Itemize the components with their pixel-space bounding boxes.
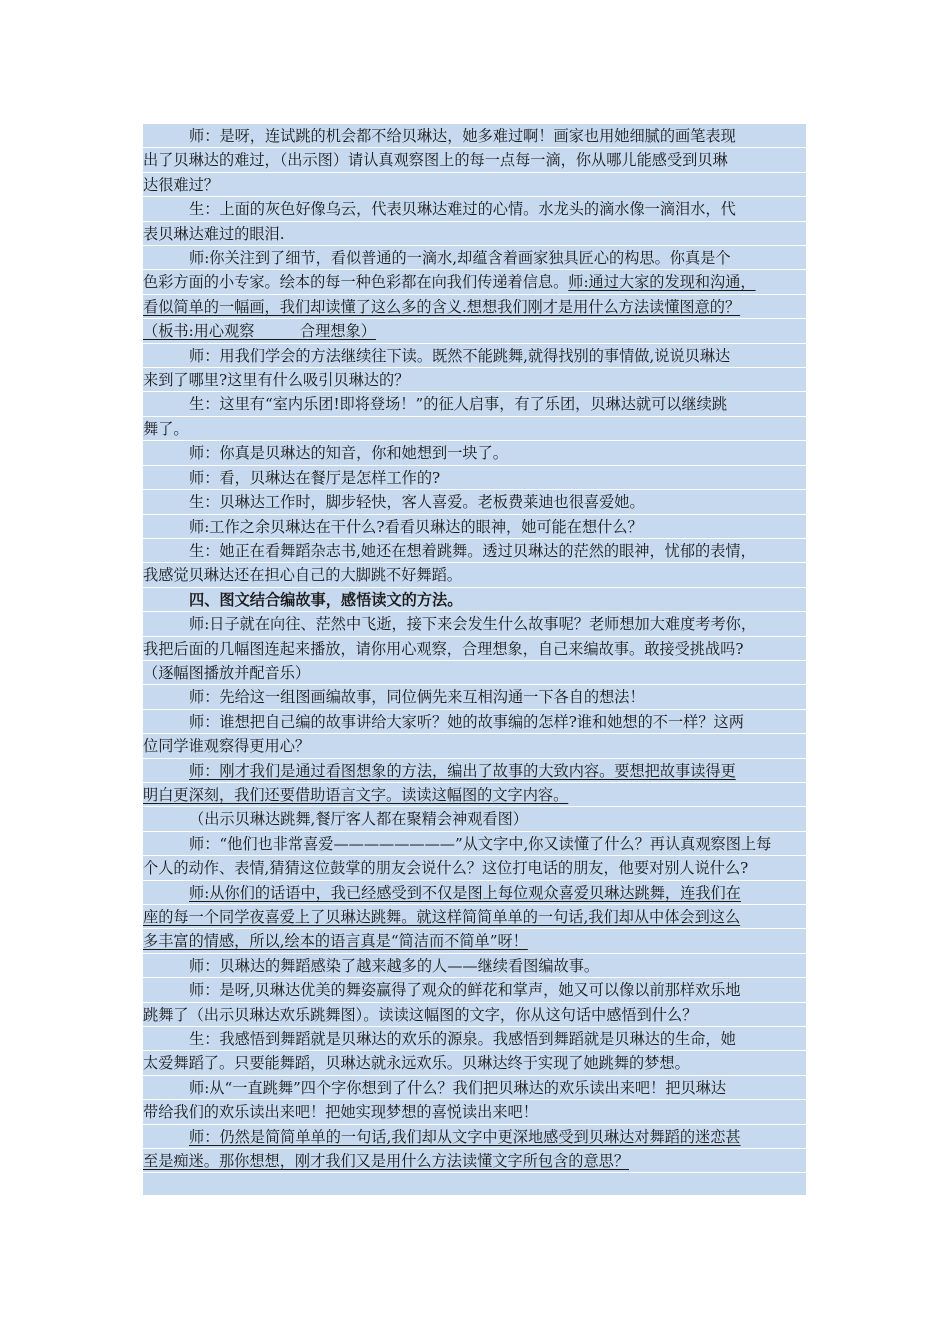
text-line xyxy=(143,1076,806,1100)
line-text: 我感觉贝琳达还在担心自己的大脚跳不好舞蹈。 xyxy=(143,566,462,585)
underlined-text: 师:通过大家的发现和沟通， xyxy=(568,273,756,292)
line-text: 生：她正在看舞蹈杂志书,她还在想着跳舞。透过贝琳达的茫然的眼神，忧郁的表情， xyxy=(189,541,756,560)
text-line xyxy=(143,1125,806,1149)
text-line xyxy=(143,466,806,490)
line-text: 师:日子就在向往、茫然中飞逝，接下来会发生什么故事呢？老师想加大难度考考你， xyxy=(189,615,757,634)
line-text: 生：这里有“室内乐团!即将登场！”的征人启事，有了乐团，贝琳达就可以继续跳 xyxy=(189,395,728,414)
line-text: 师：看，贝琳达在餐厅是怎样工作的? xyxy=(189,468,441,487)
line-text: （逐幅图播放并配音乐） xyxy=(143,663,311,682)
text-line xyxy=(143,319,806,343)
text-line xyxy=(143,685,806,709)
text-line xyxy=(143,588,806,612)
text-line xyxy=(143,954,806,978)
text-line xyxy=(143,929,806,953)
text-line xyxy=(143,539,806,563)
text-line xyxy=(143,270,806,294)
text-line xyxy=(143,392,806,416)
line-text: 师：“他们也非常喜爱————————”从文字中,你又读懂了什么？再认真观察图上每 xyxy=(189,834,772,853)
text-line xyxy=(143,368,806,392)
line-text: 师：你真是贝琳达的知音，你和她想到一块了。 xyxy=(189,444,508,463)
text-line xyxy=(143,563,806,587)
line-text: 师:你关注到了细节，看似普通的一滴水,却蕴含着画家独具匠心的构思。你真是个 xyxy=(189,249,731,268)
text-line xyxy=(143,295,806,319)
text-line xyxy=(143,124,806,148)
text-line xyxy=(143,344,806,368)
text-line xyxy=(143,612,806,636)
underlined-text: 至是痴迷。那你想想，刚才我们又是用什么方法读懂文字所包含的意思？ xyxy=(143,1152,629,1171)
line-text: 师：谁想把自己编的故事讲给大家听？她的故事编的怎样?谁和她想的不一样？这两 xyxy=(189,712,744,731)
line-text: 我把后面的几幅图连起来播放，请你用心观察，合理想象，自己来编故事。敢接受挑战吗? xyxy=(143,639,744,658)
underlined-text: 明白更深刻，我们还要借助语言文字。读读这幅图的文字内容。 xyxy=(143,785,569,804)
line-text: 来到了哪里?这里有什么吸引贝琳达的？ xyxy=(143,371,410,390)
text-line xyxy=(143,1100,806,1124)
text-line xyxy=(143,734,806,758)
line-text: 出了贝琳达的难过，（出示图）请认真观察图上的每一点每一滴，你从哪儿能感受到贝琳 xyxy=(143,151,728,170)
text-line xyxy=(143,490,806,514)
text-line xyxy=(143,1027,806,1051)
line-text: 带给我们的欢乐读出来吧！把她实现梦想的喜悦读出来吧！ xyxy=(143,1103,538,1122)
line-text: 表贝琳达难过的眼泪. xyxy=(143,224,285,243)
text-line xyxy=(143,637,806,661)
text-line xyxy=(143,173,806,197)
line-text: 师:从“一直跳舞”四个字你想到了什么？我们把贝琳达的欢乐读出来吧！把贝琳达 xyxy=(189,1078,727,1097)
text-line xyxy=(143,710,806,734)
text-line xyxy=(143,197,806,221)
text-line xyxy=(143,441,806,465)
line-text: 达很难过？ xyxy=(143,175,219,194)
text-line xyxy=(143,1003,806,1027)
line-text: 生：贝琳达工作时，脚步轻快，客人喜爱。老板费莱迪也很喜爱她。 xyxy=(189,493,645,512)
line-text: 师:工作之余贝琳达在干什么?看看贝琳达的眼神，她可能在想什么？ xyxy=(189,517,643,536)
underlined-text: 看似简单的一幅画，我们却读懂了这么多的含义.想想我们刚才是用什么方法读懂图意的？ xyxy=(143,297,741,316)
underlined-text: 座的每一个同学夜喜爱上了贝琳达跳舞。就这样简简单单的一句话,我们却从中体会到这么 xyxy=(143,908,741,926)
line-text: 师：贝琳达的舞蹈感染了越来越多的人——继续看图编故事。 xyxy=(189,956,600,975)
underlined-text: 多丰富的情感，所以,绘本的语言真是“简洁而不简单”呀！ xyxy=(143,932,528,951)
line-text: （出示贝琳达跳舞,餐厅客人都在聚精会神观看图） xyxy=(189,810,528,829)
text-line xyxy=(143,222,806,246)
text-line xyxy=(143,832,806,856)
underlined-text: 师：仍然是简简单单的一句话,我们却从文字中更深地感受到贝琳达对舞蹈的迷恋甚 xyxy=(189,1127,741,1146)
line-text: 师：先给这一组图画编故事，同位俩先来互相沟通一下各自的想法！ xyxy=(189,688,645,707)
line-text: 生：上面的灰色好像乌云，代表贝琳达难过的心情。水龙头的滴水像一滴泪水，代 xyxy=(189,200,736,219)
line-text: 色彩方面的小专家。绘本的每一种色彩都在向我们传递着信息。 xyxy=(143,273,569,292)
line-text: 舞了。 xyxy=(143,419,189,438)
underlined-text: 师：刚才我们是通过看图想象的方法，编出了故事的大致内容。要想把故事读得更 xyxy=(189,761,736,780)
line-text: 跳舞了（出示贝琳达欢乐跳舞图）。读读这幅图的文字，你从这句话中感悟到什么？ xyxy=(143,1005,698,1024)
text-line xyxy=(143,148,806,172)
text-line xyxy=(143,246,806,270)
text-line xyxy=(143,1149,806,1173)
text-line xyxy=(143,856,806,880)
text-line xyxy=(143,515,806,539)
text-line xyxy=(143,807,806,831)
text-line xyxy=(143,661,806,685)
text-line xyxy=(143,417,806,441)
text-line xyxy=(143,881,806,905)
line-text: 位同学谁观察得更用心？ xyxy=(143,737,311,756)
text-line xyxy=(143,978,806,1002)
underlined-text: （板书:用心观察 合理想象） xyxy=(143,322,376,341)
text-line xyxy=(143,783,806,807)
line-text: 生：我感悟到舞蹈就是贝琳达的欢乐的源泉。我感悟到舞蹈就是贝琳达的生命，她 xyxy=(189,1030,736,1049)
line-text: 师：用我们学会的方法继续往下读。既然不能跳舞,就得找别的事情做,说说贝琳达 xyxy=(189,346,731,365)
line-text: 四、图文结合编故事，感悟读文的方法。 xyxy=(189,590,463,609)
text-line xyxy=(143,1051,806,1075)
text-line xyxy=(143,759,806,783)
text-line xyxy=(143,905,806,929)
underlined-text: 师:从你们的话语中，我已经感受到不仅是图上每位观众喜爱贝琳达跳舞，连我们在 xyxy=(189,883,741,902)
line-text: 师：是呀,贝琳达优美的舞姿赢得了观众的鲜花和掌声，她又可以像以前那样欢乐地 xyxy=(189,981,741,1000)
document-page xyxy=(143,124,806,1195)
line-text: 个人的动作、表情,猜猜这位鼓掌的朋友会说什么？这位打电话的朋友，他要对别人说什么? xyxy=(143,859,749,878)
line-text: 太爱舞蹈了。只要能舞蹈，贝琳达就永远欢乐。贝琳达终于实现了她跳舞的梦想。 xyxy=(143,1054,690,1073)
line-text: 师：是呀，连试跳的机会都不给贝琳达，她多难过啊！画家也用她细腻的画笔表现 xyxy=(189,127,736,145)
